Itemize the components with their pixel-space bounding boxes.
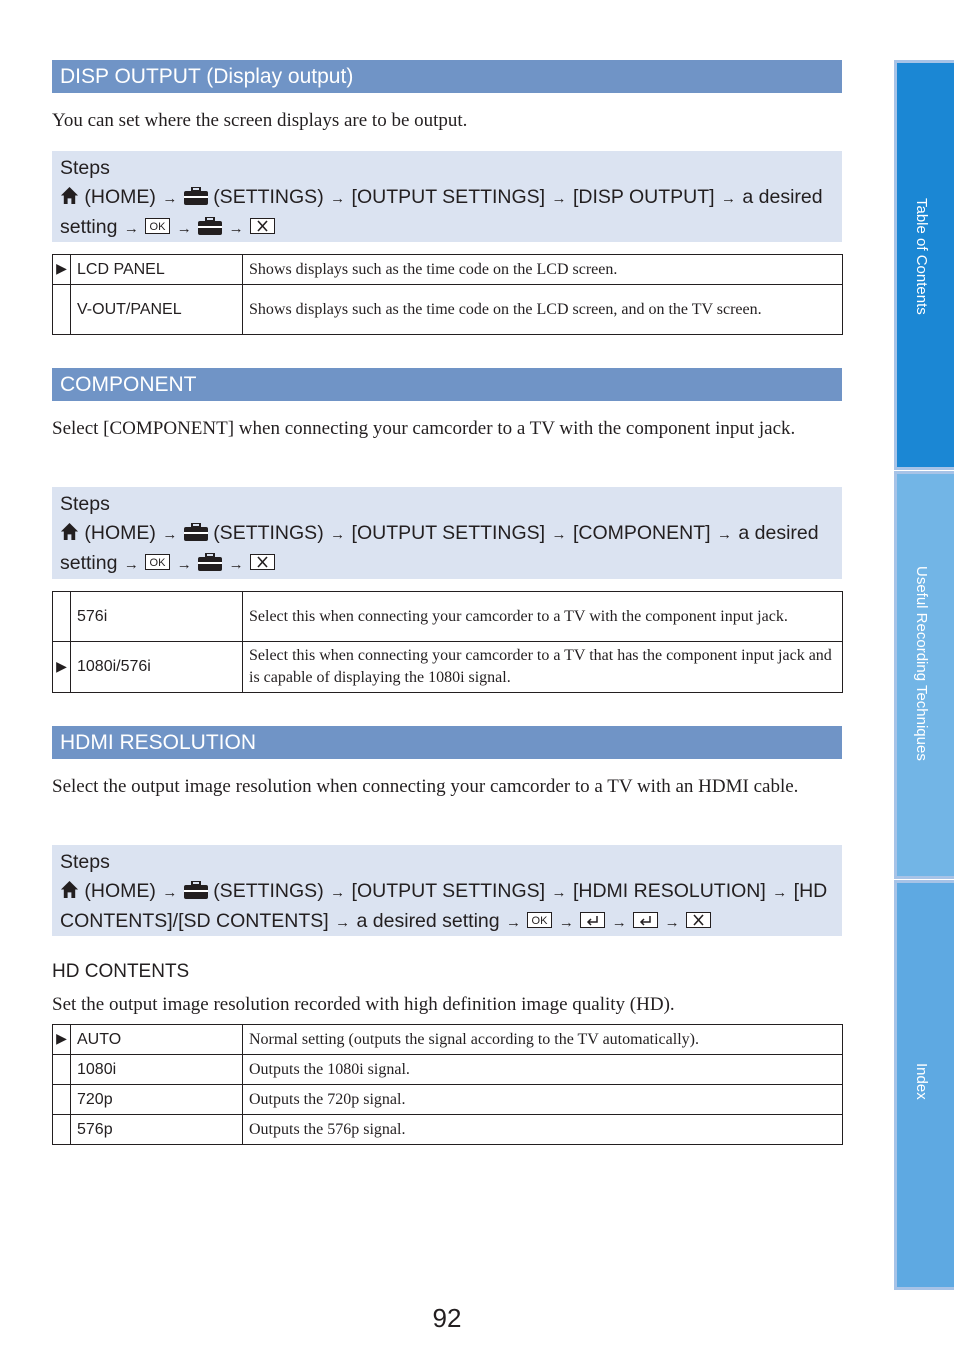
steps-line [60,549,834,580]
steps-box-component [52,487,842,579]
ok-button-icon [527,912,552,928]
arrow-icon: → [551,883,567,901]
arrow-icon: → [123,220,139,237]
table-row [53,255,843,285]
step-setting: setting [60,552,118,574]
section-title-disp-output: DISP OUTPUT (Display output) [52,60,842,93]
step-output-settings: [OUTPUT SETTINGS] [351,521,546,544]
section-description: Select [COMPONENT] when connecting your camcorder to a TV with the component input jack. [52,418,796,439]
close-icon [250,554,275,570]
ok-button-icon [145,554,170,570]
default-marker [53,1085,71,1115]
subsection-description: Set the output image resolution recorded with high definition image quality (HD). [52,994,675,1015]
settings-toolbox-icon [184,187,208,205]
page-number: 92 [432,1303,462,1333]
arrow-icon: → [123,556,139,573]
option-description: Shows displays such as the time code on the LCD screen. [243,255,843,285]
option-name: 1080i [71,1055,243,1085]
arrow-icon: → [335,914,351,931]
options-table-disp-output [52,254,843,335]
steps-title: Steps [60,493,110,515]
option-description: Normal setting (outputs the signal according to the TV automatically). [243,1025,843,1055]
step-home: (HOME) [84,879,156,902]
step-desired-setting: a desired setting [356,910,500,932]
steps-line [60,183,834,214]
arrow-icon: → [716,525,732,543]
arrow-icon: → [162,525,178,543]
home-icon [60,186,79,205]
return-icon [633,912,658,928]
option-name: 576i [71,592,243,642]
option-name: AUTO [71,1025,243,1055]
arrow-icon: → [506,914,522,931]
default-marker: ▶ [53,642,71,693]
tab-label: Useful Recording Techniques [913,566,930,761]
step-item: [HDMI RESOLUTION] [572,879,766,902]
step-item: [COMPONENT] [572,521,711,544]
steps-line [60,907,834,938]
settings-toolbox-icon [198,553,222,571]
options-table-component [52,591,843,693]
steps-line [60,877,834,908]
section-description: You can set where the screen displays are to be output. [52,110,468,131]
step-item: [DISP OUTPUT] [572,185,715,208]
arrow-icon: → [176,556,192,573]
option-description: Select this when connecting your camcorder to a TV with the component input jack. [243,592,843,642]
table-row [53,1115,843,1145]
step-home: (HOME) [84,185,156,208]
step-settings: (SETTINGS) [213,521,324,544]
section-description: Select the output image resolution when connecting your camcorder to a TV with an HDMI cable. [52,776,799,797]
option-name: V-OUT/PANEL [71,285,243,335]
arrow-icon: → [228,556,244,573]
steps-title: Steps [60,851,110,873]
option-name: 1080i/576i [71,642,243,693]
steps-box-hdmi-resolution [52,845,842,936]
arrow-icon: → [330,883,346,901]
settings-toolbox-icon [184,523,208,541]
close-icon [686,912,711,928]
option-description: Outputs the 1080i signal. [243,1055,843,1085]
arrow-icon: → [176,220,192,237]
arrow-icon: → [162,883,178,901]
step-setting: setting [60,216,118,238]
steps-line [60,213,834,244]
step-item-hd: [HD [793,879,828,902]
arrow-icon: → [330,525,346,543]
arrow-icon: → [664,914,680,931]
step-desired: a desired [742,185,823,208]
step-settings: (SETTINGS) [213,185,324,208]
arrow-icon: → [772,883,788,901]
step-output-settings: [OUTPUT SETTINGS] [351,879,546,902]
table-row [53,1025,843,1055]
option-name: 576p [71,1115,243,1145]
step-output-settings: [OUTPUT SETTINGS] [351,185,546,208]
default-marker [53,1055,71,1085]
option-name: LCD PANEL [71,255,243,285]
step-home: (HOME) [84,521,156,544]
default-marker: ▶ [53,255,71,285]
table-row [53,1055,843,1085]
arrow-icon: → [551,525,567,543]
table-row [53,1085,843,1115]
subsection-title-hd-contents: HD CONTENTS [52,961,190,982]
return-icon [580,912,605,928]
option-description: Shows displays such as the time code on the LCD screen, and on the TV screen. [243,285,843,335]
tab-table-of-contents[interactable] [894,60,954,470]
section-title-hdmi-resolution: HDMI RESOLUTION [52,726,842,759]
default-marker: ▶ [53,1025,71,1055]
arrow-icon: → [228,220,244,237]
settings-toolbox-icon [184,881,208,899]
table-row [53,285,843,335]
steps-title: Steps [60,157,110,179]
arrow-icon: → [330,189,346,207]
step-contents: CONTENTS]/[SD CONTENTS] [60,910,329,932]
tab-index[interactable] [894,880,954,1290]
default-marker [53,592,71,642]
section-title-component: COMPONENT [52,368,842,401]
steps-line [60,519,834,550]
ok-button-icon [145,218,170,234]
arrow-icon: → [611,914,627,931]
option-name: 720p [71,1085,243,1115]
step-desired: a desired [738,521,819,544]
settings-toolbox-icon [198,217,222,235]
table-row [53,642,843,693]
option-description: Outputs the 720p signal. [243,1085,843,1115]
table-row [53,592,843,642]
tab-label: Index [913,1063,930,1100]
tab-useful-recording-techniques[interactable] [894,471,954,879]
step-settings: (SETTINGS) [213,879,324,902]
default-marker [53,285,71,335]
default-marker [53,1115,71,1145]
option-description: Outputs the 576p signal. [243,1115,843,1145]
close-icon [250,218,275,234]
arrow-icon: → [720,189,736,207]
arrow-icon: → [558,914,574,931]
arrow-icon: → [162,189,178,207]
home-icon [60,880,79,899]
tab-label: Table of Contents [913,198,930,315]
options-table-hd-contents [52,1024,843,1145]
home-icon [60,522,79,541]
option-description: Select this when connecting your camcorder to a TV that has the component input jack and is capable of displaying the 1080i signal. [243,642,843,693]
steps-box-disp-output [52,151,842,242]
arrow-icon: → [551,189,567,207]
